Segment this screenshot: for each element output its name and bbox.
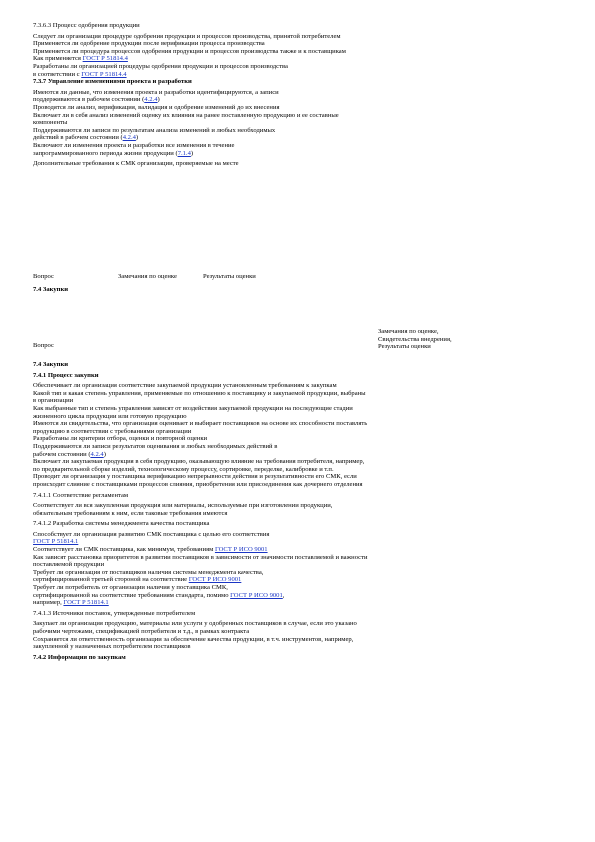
clause-link[interactable]: 4.2.4 — [122, 134, 136, 142]
question-text-prefix: например, — [33, 599, 64, 607]
table-header-columns — [378, 328, 528, 351]
question-text — [33, 96, 368, 104]
question-text — [33, 576, 368, 584]
standard-link[interactable]: ГОСТ Р 51814.1 — [33, 538, 79, 546]
table-header-question: Вопрос — [33, 273, 54, 280]
question-text: Требует ли организация от поставщиков наличия системы менеджмента качества, — [33, 568, 264, 576]
section-title: 7.4.2 Информация по закупкам — [33, 653, 126, 661]
document-body — [33, 22, 368, 168]
question-text — [33, 71, 368, 79]
question-text: Обеспечивает ли организация соответствие закупаемой продукции установленным требованиям к закупкам — [33, 382, 337, 390]
question-text-prefix: рабочем состоянии ( — [33, 450, 91, 458]
question-text-prefix: Соответствует ли СМК поставщика, как минимум, требованиям — [33, 546, 215, 554]
question-text: Поддерживаются ли записи по результатам анализа изменений и любых необходимых — [33, 126, 276, 134]
standard-link[interactable]: ГОСТ Р ИСО 9001 — [188, 576, 242, 584]
question-text-suffix: , — [282, 591, 285, 599]
table-header-results: Результаты оценки — [203, 273, 256, 280]
section-title: 7.4.1.1 Соответствие регламентам — [33, 491, 129, 499]
question-text-prefix: поддерживаются в рабочем состоянии ( — [33, 96, 145, 104]
question-text — [33, 538, 368, 546]
question-text — [33, 592, 368, 600]
question-text: Включает ли закупаемая продукция в себя продукцию, оказывающую влияние на требования потребителя, например, по предварительной сборке изделий, технологическому процессу, сортировке, переделке, калибровке и т.п. — [33, 458, 365, 473]
clause-link[interactable]: 4.2.4 — [144, 96, 158, 104]
question-text: Поддерживаются ли записи результатов оценивания и любых необходимых действий в — [33, 442, 278, 450]
question-text: Как выбранные тип и степень управления зависят от воздействия закупаемой продукции на последующие стадии жизненного цикла продукции или готовую продукцию — [33, 404, 353, 420]
question-text: Способствует ли организация развитию СМК поставщика с целью его соответствия — [33, 530, 270, 538]
extra-requirements-note: Дополнительные требования к СМК организации, проверяемые на месте — [33, 160, 239, 168]
question-text: Включают ли изменения проекта и разработки все изменения в течение — [33, 141, 235, 149]
standard-link[interactable]: ГОСТ Р ИСО 9001 — [214, 546, 268, 554]
clause-link[interactable]: 7.1.4 — [177, 149, 191, 157]
table-header-question: Вопрос — [33, 342, 54, 349]
question-text-prefix: Как применяется — [33, 55, 83, 63]
question-text — [33, 134, 368, 142]
section-title: 7.3.6.3 Процесс одобрения продукции — [33, 22, 140, 29]
question-text-suffix: ) — [157, 96, 160, 104]
purchasing-section — [33, 361, 368, 661]
question-text: Закупает ли организация продукцию, материалы или услуги у одобренных поставщиков в случае, если это указано рабочими чертежами, спецификацией потребителя и т.д., в рамках контракта — [33, 620, 357, 635]
table-header-notes: Замечания по оценке — [118, 273, 177, 280]
question-text-prefix: в соответствии с — [33, 70, 82, 78]
question-text: Сохраняется ли ответственность организации за обеспечение качества продукции, в т.ч. инструментов, например, закупленной у назначенных потребителем поставщиков — [33, 635, 354, 651]
table-header-evidence: Свидетельства внедрения, — [378, 335, 452, 343]
question-text-suffix: ) — [103, 450, 106, 458]
question-text-prefix: сертифицированной третьей стороной на соответствие — [33, 576, 189, 584]
question-text: Имеются ли свидетельства, что организация оценивает и выбирает поставщиков на основе их способности поставлять продукцию в соответствии с требованиями организации — [33, 420, 368, 435]
question-text — [33, 150, 368, 158]
question-text: Соответствует ли вся закупленная продукция или материалы, используемые при изготовлении продукции, обязательным требованиям к ним, если таковые требования имеются — [33, 502, 333, 517]
question-text: Имеются ли данные, что изменения проекта и разработки идентифицируются, а записи — [33, 88, 279, 96]
question-text: Разработаны ли критерии отбора, оценки и повторной оценки — [33, 435, 208, 443]
section-title: 7.3.7 Управление изменениями проекта и разработки — [33, 78, 192, 86]
question-text: Включает ли в себя анализ изменений оценку их влияния на ранее поставленную продукцию и ее составные компоненты — [33, 111, 339, 127]
question-text — [33, 451, 368, 459]
question-text: Проводит ли организация у поставщика верификацию непрерывности действия и результативности его СМК, если происходит слияние с поставщиками процессов слияния, приобретения или присоединения как дочернего отделения — [33, 473, 363, 488]
question-text: Разработаны ли организацией процедуры одобрения продукции и процессов производства — [33, 62, 288, 70]
question-text — [33, 546, 368, 554]
question-text-suffix: ) — [135, 134, 139, 142]
question-text — [33, 55, 368, 63]
standard-link[interactable]: ГОСТ Р 51814.1 — [63, 599, 109, 607]
section-title: 7.4.1.2 Разработка системы менеджмента качества поставщика — [33, 520, 210, 528]
section-title: 7.4 Закупки — [33, 361, 69, 368]
section-title: 7.4.1.3 Источники поставок, утвержденные потребителем — [33, 609, 196, 617]
question-text: Следует ли организация процедуре одобрения продукции и процессов производства, принятой потребителем — [33, 32, 341, 40]
standard-link[interactable]: ГОСТ Р ИСО 9001 — [230, 591, 283, 599]
question-text-prefix: действий в рабочем состоянии ( — [33, 134, 123, 142]
question-text-prefix: сертифицированной на соответствие требованиям стандарта, помимо — [33, 591, 231, 599]
question-text: Какой тип и какая степень управления, применяемые по отношению к поставщику и закупаемой продукции, выбраны в организации — [33, 389, 366, 405]
question-text: Как зависят расстановка приоритетов в развитии поставщиков в зависимости от значимости поставляемой и важности поставляемой продукции — [33, 553, 368, 569]
question-text: Применяется ли процедура процессов одобрения продукции и процессов производства также и к поставщикам — [33, 47, 346, 55]
question-text: Требует ли потребитель от организации наличия у поставщика СМК, — [33, 584, 228, 592]
standard-link[interactable]: ГОСТ Р 51814.4 — [81, 70, 127, 78]
question-text: Применяется ли одобрение продукции после верификации процесса производства — [33, 40, 265, 48]
question-text-suffix: ) — [190, 149, 194, 157]
section-title: 7.4 Закупки — [33, 286, 69, 293]
standard-link[interactable]: ГОСТ Р 51814.4 — [82, 55, 128, 63]
question-text-prefix: запрограммированного периода жизни продукции ( — [33, 149, 178, 157]
clause-link[interactable]: 4.2.4 — [90, 450, 104, 458]
table-header-results: Результаты оценки — [378, 343, 431, 351]
question-text — [33, 599, 368, 607]
table-header-notes: Замечания по оценке, — [378, 328, 439, 335]
section-title: 7.4.1 Процесс закупки — [33, 371, 99, 379]
question-text: Проводятся ли анализ, верификация, валидация и одобрение изменений до их внесения — [33, 103, 280, 111]
